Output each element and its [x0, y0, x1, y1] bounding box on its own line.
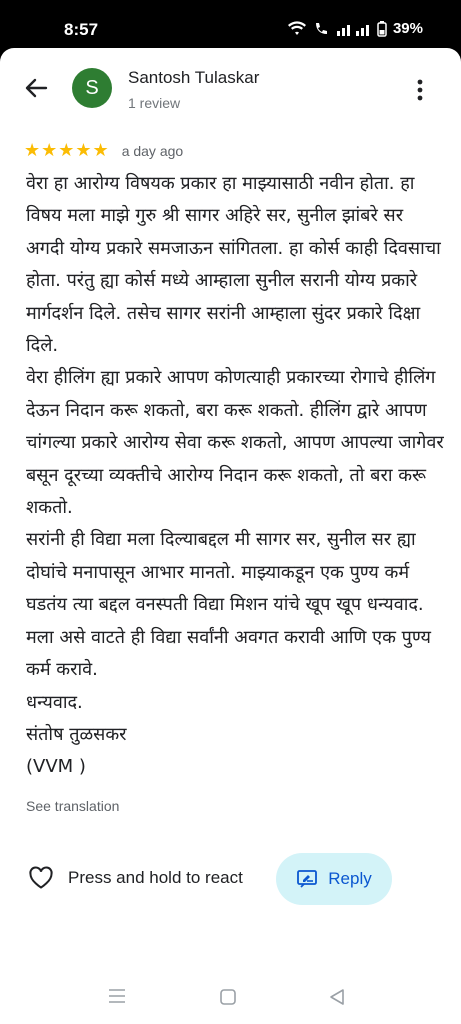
review-sheet: [0, 48, 461, 968]
reply-label: Reply: [328, 869, 372, 888]
review-count: 1 review: [128, 95, 181, 111]
rating-row: [24, 140, 183, 161]
reviewer-name[interactable]: Santosh Tulaskar: [128, 68, 260, 87]
call-icon: [313, 21, 331, 37]
status-bar: [0, 0, 461, 48]
wifi-icon: [287, 21, 307, 37]
battery-percent: 39%: [392, 20, 423, 37]
more-vert-icon[interactable]: [410, 76, 430, 104]
nav-home-icon[interactable]: [219, 988, 237, 1006]
star-rating: ★★★★★: [24, 140, 110, 160]
nav-back-icon[interactable]: [328, 988, 346, 1006]
avatar[interactable]: [72, 68, 112, 108]
reply-button[interactable]: [276, 853, 392, 905]
nav-menu-icon[interactable]: [108, 988, 126, 1004]
avatar-letter: S: [85, 76, 99, 99]
react-label: Press and hold to react: [68, 868, 243, 887]
review-date: a day ago: [121, 142, 184, 159]
back-arrow-icon[interactable]: [22, 74, 50, 102]
heart-icon: [28, 866, 54, 890]
reply-icon: [296, 869, 318, 889]
react-button[interactable]: [28, 866, 243, 890]
review-text: वेरा हा आरोग्य विषयक प्रकार हा माझ्यासाठी नवीन होता. हा विषय मला माझे गुरु श्री सागर अहिरे सर, सुनील झांबरे सर अगदी योग्य प्रकारे समजाऊन सांगितला. हा कोर्स काही दिवसाचा होता. परंतु ह्या कोर्स मध्ये आम्हाला सुनील सरानी योग्य प्रकारे मार्गदर्शन दिले. तसेच सागर सरांनी आम्हाला सुंदर प्रकारे दिक्षा दिले. वेरा हीलिंग ह्या प्रकारे आपण कोणत्याही प्रकारच्या रोगाचे हीलिंग देऊन निदान करू शकतो, बरा करू शकतो. हीलिंग द्वारे आपण चांगल्या प्रकारे आरोग्य सेवा करू शकतो, आपण आपल्या जागेवर बसून दूरच्या व्यक्तीचे आरोग्य निदान करू शकतो, तो बरा करू शकतो. सरांनी ही विद्या मला दिल्याबद्दल मी सागर सर, सुनील सर ह्या दोघांचे मनापासून आभार मानतो. माझ्याकडून एक पुण्य कर्म घडतंय त्या बद्दल वनस्पती विद्या मिशन यांचे खूप खूप धन्यवाद. मला असे वाटते ही विद्या सर्वांनी अवगत करावी आणि एक पुण्य कर्म करावे. धन्यवाद. संतोष तुळसकर (VVM ): [26, 173, 444, 778]
signal-icon: [337, 22, 371, 36]
status-time: 8:57: [64, 20, 99, 39]
battery-icon: [377, 21, 387, 37]
status-icons: [287, 20, 423, 37]
system-nav-bar: [0, 968, 461, 1024]
see-translation-link[interactable]: See translation: [26, 798, 120, 814]
